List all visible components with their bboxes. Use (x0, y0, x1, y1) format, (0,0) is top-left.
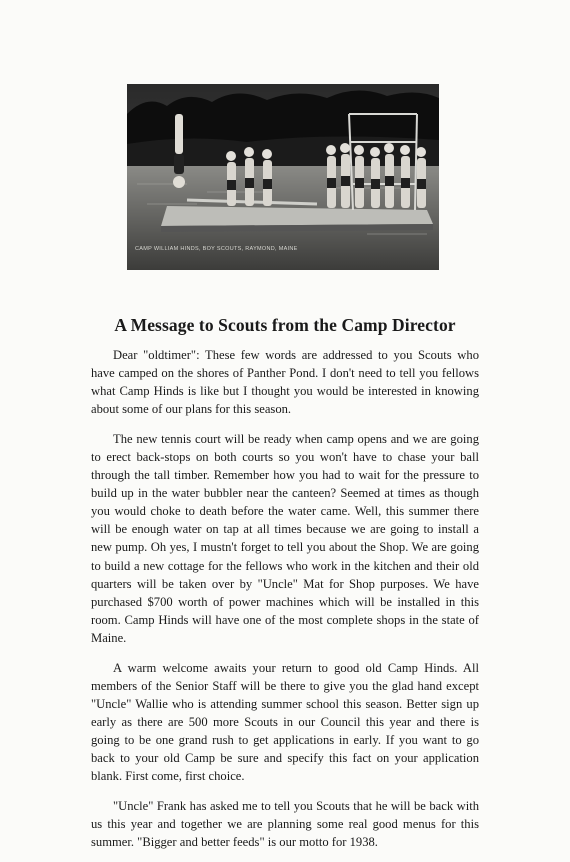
camp-photo (127, 84, 439, 270)
photo-caption: CAMP WILLIAM HINDS, BOY SCOUTS, RAYMOND, MAINE (135, 246, 298, 252)
paragraph: Dear "oldtimer": These few words are addressed to you Scouts who have camped on the shores of Panther Pond. I don't need to tell you fellows what Camp Hinds is like but I thought you would be interested in knowing about some of our plans for this season. (91, 348, 479, 417)
page-title: A Message to Scouts from the Camp Director (114, 315, 456, 335)
paragraph: A warm welcome awaits your return to good old Camp Hinds. All members of the Senior Staff will be there to give you the glad hand except "Uncle" Wallie who is attending summer school this season. Better sign up early as there are 500 more Scouts in our Council this year and there is going to be one grand rush to get applications in early. If you want to go back to your old Camp be sure and specify this fact on your application blank. First come, first choice. (91, 660, 479, 784)
paragraph: The new tennis court will be ready when camp opens and we are going to erect back-stops on both courts so you won't have to chase your ball through the tall timber. Remember how you had to wait for the pressure to build up in the water bubbler near the canteen? Seemed at times as though you would choke to death before the water came. Well, this summer there will be enough water on tap at all times because we are going to install a new pump. Oh yes, I mustn't forget to tell you about the Shop. We are going to build a new cottage for the fellows who work in the kitchen and their old quarters will be taken over by "Uncle" Mat for Shop purposes. We have purchased $700 worth of power machines which will be installed in this room. Camp Hinds will have one of the most complete shops in the state of Maine. (91, 431, 479, 645)
letter-body (91, 346, 479, 862)
paragraph: "Uncle" Frank has asked me to tell you Scouts that he will be back with us this year and together we are planning some real good menus for this summer. "Bigger and better feeds" is our motto for 1938. (91, 798, 479, 849)
